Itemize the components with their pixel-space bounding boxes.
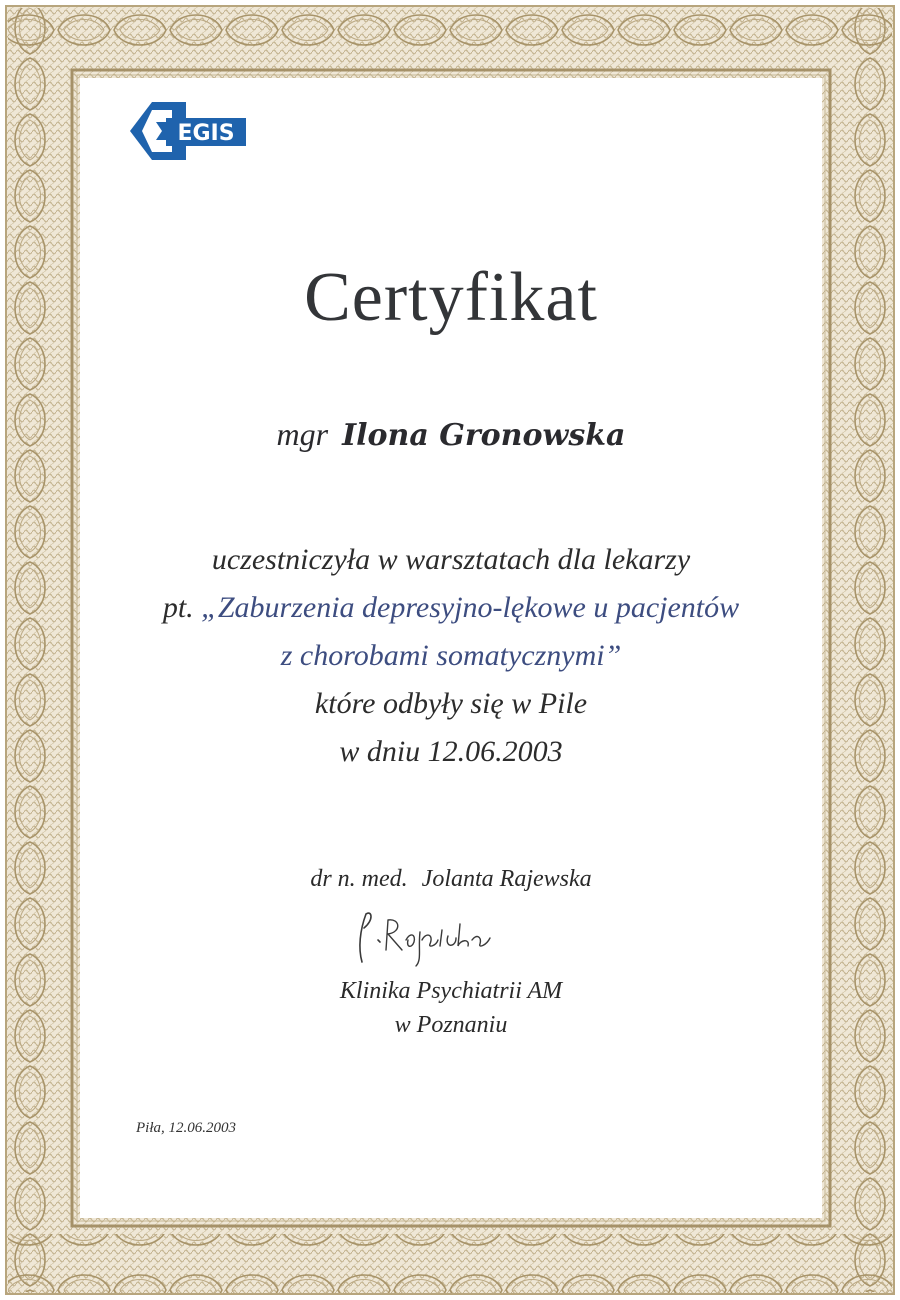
certificate-content (80, 78, 822, 1218)
institution-city: w Poznaniu (394, 1012, 508, 1038)
egis-logo (126, 96, 250, 166)
recipient-line (80, 416, 822, 453)
certificate-body (80, 536, 822, 776)
svg-text:EGIS: EGIS (177, 121, 235, 146)
recipient-name: Ilona Gronowska (342, 418, 626, 453)
signer-degree: dr n. med. (310, 866, 408, 892)
body-line-2 (80, 584, 822, 632)
institution-name: Klinika Psychiatrii AM (339, 978, 563, 1004)
handwritten-signature (348, 900, 498, 970)
recipient-degree: mgr (276, 416, 329, 452)
institution-block (80, 974, 822, 1042)
signer-name: Jolanta Rajewska (421, 866, 592, 892)
place-and-date: Piła, 12.06.2003 (136, 1120, 236, 1136)
body-line-4: które odbyły się w Pile (314, 687, 588, 720)
certificate-title: Certyfikat (304, 259, 598, 336)
workshop-title-part-1: „Zaburzenia depresyjno-lękowe u pacjentów (201, 591, 740, 624)
body-line-2-prefix: pt. (162, 591, 194, 624)
signer-line (80, 866, 822, 893)
body-line-1: uczestniczyła w warsztatach dla lekarzy (211, 543, 691, 576)
workshop-title-part-2: z chorobami somatycznymi” (280, 639, 622, 672)
body-line-5: w dniu 12.06.2003 (339, 735, 563, 768)
